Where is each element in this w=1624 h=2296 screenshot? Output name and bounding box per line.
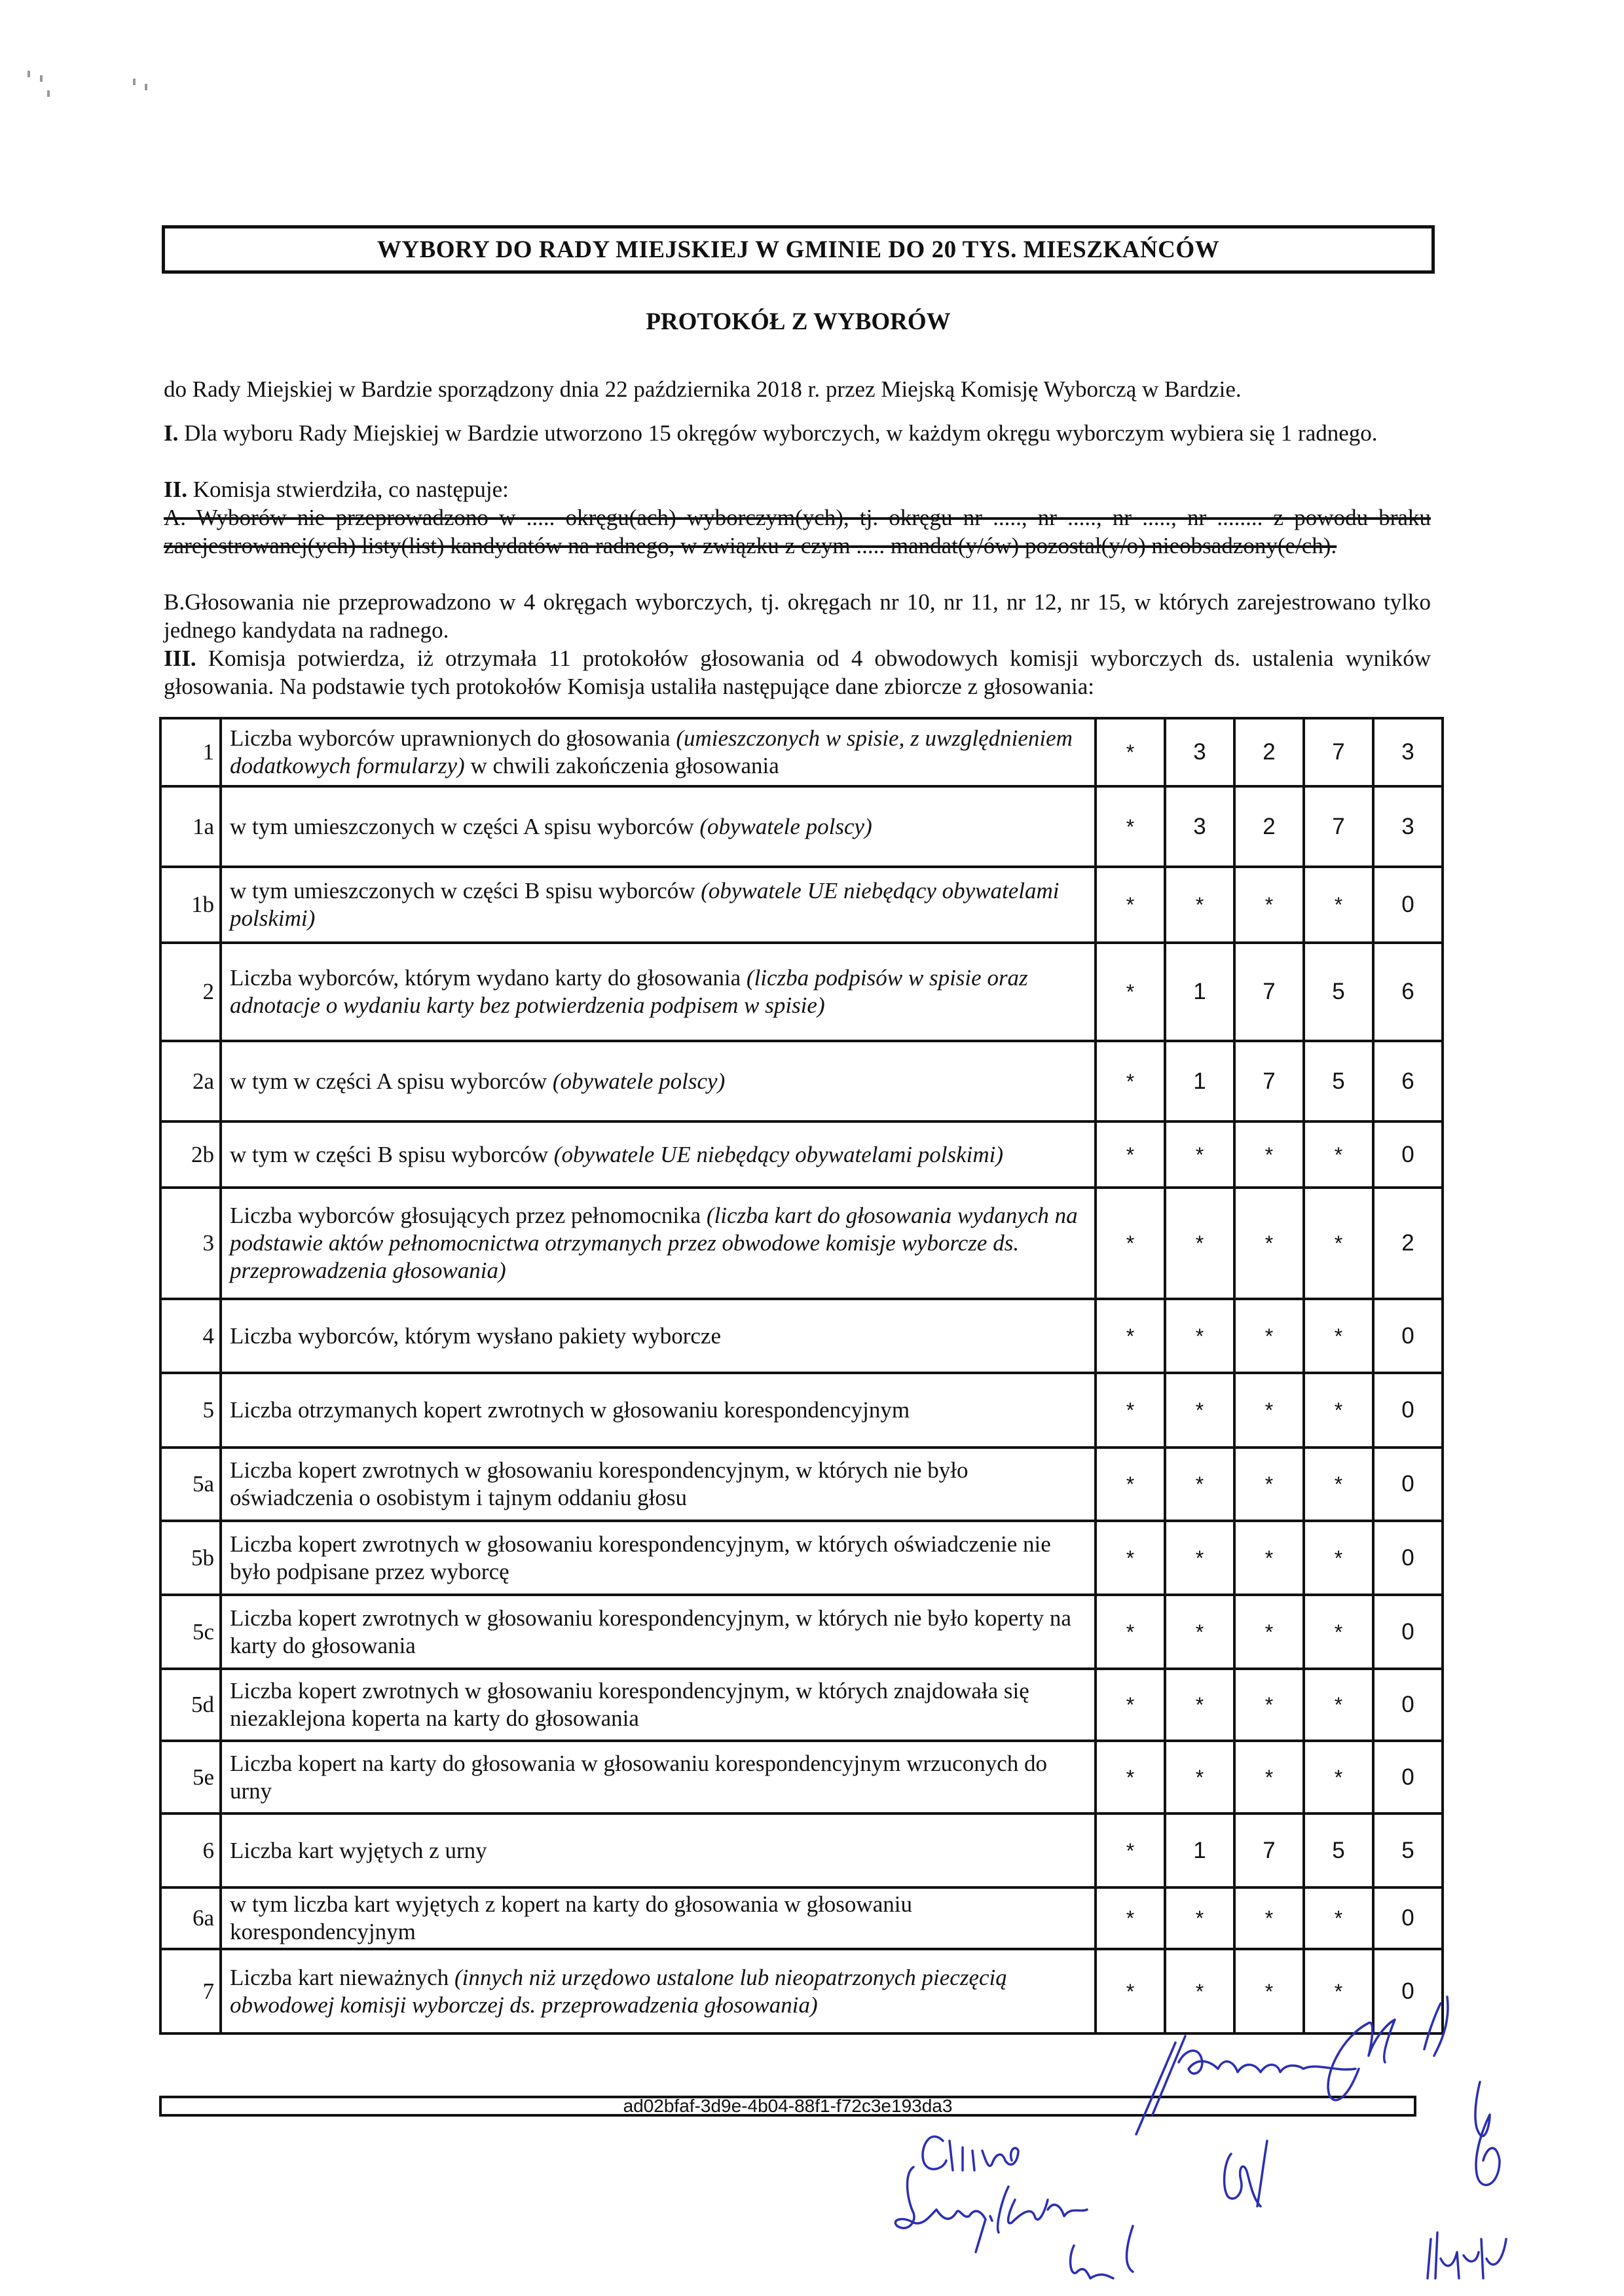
digit-cell: 0	[1373, 1299, 1443, 1373]
row-description-text: Liczba kopert na karty do głosowania w głosowaniu korespondencyjnym wrzuconych do urny	[230, 1750, 1048, 1804]
row-description-text: Liczba otrzymanych kopert zwrotnych w głosowaniu korespondencyjnym	[230, 1397, 910, 1423]
digit-cell: *	[1304, 1949, 1373, 2033]
digit-cell: *	[1096, 1887, 1165, 1949]
row-description-italic: (innych niż urzędowo ustalone lub nieopatrzonych pieczęcią obwodowej komisji wyborczej ds. przeprowadzenia głosowania)	[230, 1964, 1007, 2018]
row-description-text: w tym umieszczonych w części A spisu wyborców	[230, 813, 700, 839]
digit-cell: 6	[1373, 1041, 1443, 1121]
row-description-italic: (obywatele UE niebędący obywatelami polskimi)	[230, 878, 1060, 931]
digit-cell: *	[1234, 1887, 1304, 1949]
digit-cell: 1	[1165, 1813, 1234, 1887]
digit-cell: *	[1165, 867, 1234, 943]
section-II-label: II.	[164, 477, 187, 502]
row-number: 6	[160, 1813, 221, 1887]
digit-cell: *	[1304, 1373, 1373, 1448]
digit-cell: 2	[1373, 1188, 1443, 1299]
digit-cell: *	[1096, 943, 1165, 1041]
row-description-text: Liczba wyborców, którym wysłano pakiety wyborcze	[230, 1322, 721, 1349]
protocol-title: PROTOKÓŁ Z WYBORÓW	[646, 308, 951, 335]
digit-cell: *	[1234, 1299, 1304, 1373]
row-number: 5b	[160, 1521, 221, 1595]
digit-cell: 0	[1373, 1949, 1443, 2033]
row-description-text: w tym liczba kart wyjętych z kopert na karty do głosowania w głosowaniu korespondencyjnym	[230, 1891, 912, 1944]
digit-cell: 0	[1373, 1741, 1443, 1813]
row-description-text: w tym umieszczonych w części B spisu wyborców	[230, 878, 701, 903]
digit-cell: *	[1234, 1669, 1304, 1741]
digit-cell: 5	[1304, 1813, 1373, 1887]
digit-cell: *	[1234, 1188, 1304, 1299]
document-id: ad02bfaf-3d9e-4b04-88f1-f72c3e193da3	[623, 2096, 953, 2116]
digit-cell: *	[1234, 1521, 1304, 1595]
digit-cell: *	[1304, 1521, 1373, 1595]
row-number: 5d	[160, 1669, 221, 1741]
digit-cell: *	[1234, 867, 1304, 943]
digit-cell: 0	[1373, 1669, 1443, 1741]
digit-cell: *	[1234, 1448, 1304, 1521]
digit-cell: *	[1304, 1595, 1373, 1669]
digit-cell: 3	[1165, 786, 1234, 867]
row-description-italic: (obywatele polscy)	[552, 1068, 726, 1094]
row-description-italic: (obywatele UE niebędący obywatelami polskimi)	[553, 1141, 1003, 1167]
digit-cell: *	[1304, 1188, 1373, 1299]
digit-cell: *	[1096, 1813, 1165, 1887]
digit-cell: 2	[1234, 786, 1304, 867]
row-description-text: Liczba kart wyjętych z urny	[230, 1837, 487, 1863]
section-III-text: Komisja potwierdza, iż otrzymała 11 protokołów głosowania od 4 obwodowych komisji wyborczych ds. ustalenia wyników głosowania. Na podstawie tych protokołów Komisja ustaliła następujące dane zbiorcze z głosowania:	[164, 646, 1431, 699]
digit-cell: 6	[1373, 943, 1443, 1041]
digit-cell: 7	[1304, 786, 1373, 867]
row-number: 2a	[160, 1041, 221, 1121]
section-III-label: III.	[164, 646, 196, 671]
digit-cell: *	[1096, 1121, 1165, 1188]
row-description-text: Liczba wyborców, którym wydano karty do głosowania	[230, 965, 747, 991]
row-description-text: Liczba kopert zwrotnych w głosowaniu korespondencyjnym, w których oświadczenie nie było podpisane przez wyborcę	[230, 1531, 1051, 1584]
row-description-text: Liczba kopert zwrotnych w głosowaniu korespondencyjnym, w których znajdowała się niezaklejona koperta na karty do głosowania	[230, 1678, 1029, 1731]
row-description-text: Liczba wyborców uprawnionych do głosowania	[230, 725, 676, 751]
digit-cell: *	[1165, 1373, 1234, 1448]
row-number: 1a	[160, 786, 221, 867]
digit-cell: *	[1234, 1741, 1304, 1813]
digit-cell: *	[1096, 1373, 1165, 1448]
digit-cell: *	[1096, 786, 1165, 867]
row-description-italic: (umieszczonych w spisie, z uwzględnieniem dodatkowych formularzy)	[230, 725, 1073, 778]
digit-cell: *	[1165, 1741, 1234, 1813]
digit-cell: *	[1096, 867, 1165, 943]
digit-cell: *	[1165, 1448, 1234, 1521]
digit-cell: *	[1096, 1448, 1165, 1521]
digit-cell: 1	[1165, 1041, 1234, 1121]
digit-cell: *	[1165, 1121, 1234, 1188]
digit-cell: 0	[1373, 1595, 1443, 1669]
row-number: 3	[160, 1188, 221, 1299]
digit-cell: *	[1096, 1741, 1165, 1813]
section-I-text: Dla wyboru Rady Miejskiej w Bardzie utworzono 15 okręgów wyborczych, w każdym okręgu wyborczym wybiera się 1 radnego.	[178, 420, 1378, 446]
section-II-text: Komisja stwierdziła, co następuje:	[187, 477, 509, 502]
digit-cell: *	[1165, 1887, 1234, 1949]
row-number: 5e	[160, 1741, 221, 1813]
row-description-text: Liczba kopert zwrotnych w głosowaniu korespondencyjnym, w których nie było koperty na karty do głosowania	[230, 1605, 1071, 1658]
digit-cell: 0	[1373, 1887, 1443, 1949]
digit-cell: *	[1165, 1188, 1234, 1299]
digit-cell: 5	[1373, 1813, 1443, 1887]
row-description-tail: w chwili zakończenia głosowania	[464, 753, 779, 778]
digit-cell: 3	[1373, 786, 1443, 867]
row-description-italic: (liczba kart do głosowania wydanych na podstawie aktów pełnomocnictwa otrzymanych przez obwodowe komisje wyborcze ds. przeprowadzenia głosowania)	[230, 1203, 1078, 1283]
digit-cell: 7	[1234, 1041, 1304, 1121]
election-title: WYBORY DO RADY MIEJSKIEJ W GMINIE DO 20 TYS. MIESZKAŃCÓW	[377, 236, 1220, 263]
row-description-italic: (liczba podpisów w spisie oraz adnotacje o wydaniu karty bez potwierdzenia podpisem w spisie)	[230, 965, 1028, 1018]
digit-cell: *	[1304, 1448, 1373, 1521]
digit-cell: *	[1165, 1595, 1234, 1669]
digit-cell: *	[1304, 1741, 1373, 1813]
row-number: 5c	[160, 1595, 221, 1669]
digit-cell: 0	[1373, 867, 1443, 943]
digit-cell: 3	[1373, 718, 1443, 786]
digit-cell: 5	[1304, 1041, 1373, 1121]
digit-cell: *	[1096, 1299, 1165, 1373]
digit-cell: 7	[1234, 1813, 1304, 1887]
digit-cell: 3	[1165, 718, 1234, 786]
digit-cell: *	[1165, 1299, 1234, 1373]
row-description-text: Liczba kart nieważnych	[230, 1964, 455, 1990]
digit-cell: *	[1234, 1949, 1304, 2033]
row-description-text: w tym w części B spisu wyborców	[230, 1141, 554, 1167]
digit-cell: *	[1304, 1299, 1373, 1373]
digit-cell: *	[1096, 1949, 1165, 2033]
digit-cell: *	[1096, 718, 1165, 786]
intro-paragraph: do Rady Miejskiej w Bardzie sporządzony dnia 22 października 2018 r. przez Miejską Komisję Wyborczą w Bardzie.	[164, 376, 1242, 402]
digit-cell: *	[1096, 1521, 1165, 1595]
row-number: 1b	[160, 867, 221, 943]
row-description-text: Liczba wyborców głosujących przez pełnomocnika	[230, 1203, 707, 1228]
digit-cell: 2	[1234, 718, 1304, 786]
digit-cell: *	[1304, 867, 1373, 943]
section-II-point-B: B.Głosowania nie przeprowadzono w 4 okręgach wyborczych, tj. okręgach nr 10, nr 11, nr 12, nr 15, w których zarejestrowano tylko jednego kandydata na radnego.	[164, 589, 1431, 643]
row-description-italic: (obywatele polscy)	[699, 813, 872, 839]
section-II-point-A-struck: A. Wyborów nie przeprowadzono w ..... okręgu(ach) wyborczym(ych), tj. okręgu nr ....., nr ....., nr ....., nr ........ z powodu braku zarejestrowanej(ych) listy(list) kandydatów na radnego, w związku z czym ..... mandat(y/ów) pozostał(y/o) nieobsadzony(e/ch).	[164, 505, 1431, 558]
digit-cell: *	[1234, 1595, 1304, 1669]
digit-cell: 1	[1165, 943, 1234, 1041]
row-number: 5a	[160, 1448, 221, 1521]
row-description-text: w tym w części A spisu wyborców	[230, 1068, 553, 1094]
digit-cell: 7	[1304, 718, 1373, 786]
row-description-text: Liczba kopert zwrotnych w głosowaniu korespondencyjnym, w których nie było oświadczenia o osobistym i tajnym oddaniu głosu	[230, 1457, 969, 1510]
digit-cell: *	[1096, 1041, 1165, 1121]
digit-cell: *	[1096, 1669, 1165, 1741]
digit-cell: 0	[1373, 1373, 1443, 1448]
row-number: 4	[160, 1299, 221, 1373]
digit-cell: *	[1304, 1121, 1373, 1188]
digit-cell: *	[1304, 1669, 1373, 1741]
digit-cell: *	[1234, 1121, 1304, 1188]
digit-cell: 0	[1373, 1521, 1443, 1595]
digit-cell: 7	[1234, 943, 1304, 1041]
digit-cell: 5	[1304, 943, 1373, 1041]
section-I-label: I.	[164, 420, 179, 446]
row-number: 7	[160, 1949, 221, 2033]
digit-cell: *	[1165, 1949, 1234, 2033]
row-number: 2b	[160, 1121, 221, 1188]
row-number: 1	[160, 718, 221, 786]
digit-cell: *	[1234, 1373, 1304, 1448]
digit-cell: *	[1096, 1188, 1165, 1299]
digit-cell: *	[1304, 1887, 1373, 1949]
digit-cell: *	[1096, 1595, 1165, 1669]
digit-cell: 0	[1373, 1121, 1443, 1188]
digit-cell: *	[1165, 1521, 1234, 1595]
digit-cell: 0	[1373, 1448, 1443, 1521]
row-number: 2	[160, 943, 221, 1041]
row-number: 6a	[160, 1887, 221, 1949]
digit-cell: *	[1165, 1669, 1234, 1741]
row-number: 5	[160, 1373, 221, 1448]
